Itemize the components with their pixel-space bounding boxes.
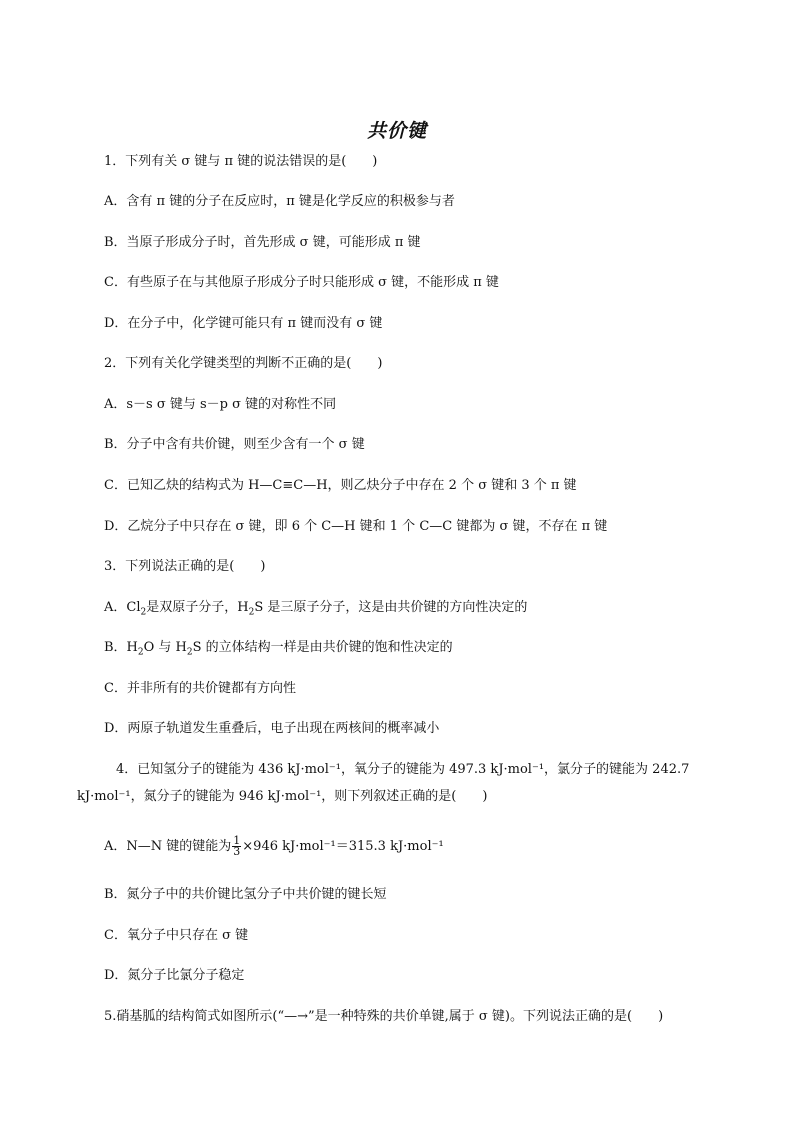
question-2-stem: 2．下列有关化学键类型的判断不正确的是( ) — [104, 356, 383, 371]
question-4-option-a: A．N—N 键的键能为 $\frac{1}{3}$ ×946 kJ·mol⁻¹＝315.3 kJ·mol⁻¹ — [104, 834, 444, 858]
question-4-option-c: C．氧分子中只存在 σ 键 — [104, 928, 249, 943]
question-4-stem-line-2: kJ·mol⁻¹，氮分子的键能为 946 kJ·mol⁻¹，则下列叙述正确的是( ) — [77, 789, 488, 804]
page-title: 共价键 — [366, 120, 427, 142]
question-2-option-b: B．分子中含有共价键，则至少含有一个 σ 键 — [104, 437, 365, 452]
question-4-stem-line-1: 4．已知氢分子的键能为 436 kJ·mol⁻¹，氧分子的键能为 497.3 kJ·mol⁻¹，氯分子的键能为 242.7 — [116, 762, 690, 777]
question-1-option-b: B．当原子形成分子时，首先形成 σ 键，可能形成 π 键 — [104, 235, 421, 250]
question-3-option-b: B．$H_2O$ 与 $H_2S$ 的立体结构一样是由共价键的饱和性决定的 — [104, 640, 453, 658]
question-1-option-c: C．有些原子在与其他原子形成分子时只能形成 σ 键，不能形成 π 键 — [104, 275, 499, 290]
question-5-stem: 5.硝基胍的结构简式如图所示(“—→”是一种特殊的共价单键,属于 σ 键)。下列说法正确的是( ) — [104, 1009, 664, 1024]
question-3-option-a: A．$Cl_2$是双原子分子，$H_2S$ 是三原子分子，这是由共价键的方向性决定的 — [104, 600, 528, 618]
question-4-option-d: D．氮分子比氯分子稳定 — [104, 968, 245, 983]
question-3-option-c: C．并非所有的共价键都有方向性 — [104, 681, 296, 696]
fraction-one-third: $\frac{1}{3}$ — [233, 834, 241, 858]
question-3-stem: 3．下列说法正确的是( ) — [104, 559, 266, 574]
question-2-option-d: D．乙烷分子中只存在 σ 键，即 6 个 C—H 键和 1 个 C—C 键都为 σ 键，不存在 π 键 — [104, 519, 608, 534]
question-3-option-d: D．两原子轨道发生重叠后，电子出现在两核间的概率减小 — [104, 721, 440, 736]
question-2-option-c: C．已知乙炔的结构式为 H—C≡C—H，则乙炔分子中存在 2 个 σ 键和 3 个 π 键 — [104, 478, 577, 493]
question-1-option-d: D．在分子中，化学键可能只有 π 键而没有 σ 键 — [104, 316, 383, 331]
question-4-option-b: B．氮分子中的共价键比氢分子中共价键的键长短 — [104, 887, 387, 902]
question-1-stem: 1．下列有关 σ 键与 π 键的说法错误的是( ) — [104, 154, 378, 169]
question-2-option-a: A．s－s σ 键与 s－p σ 键的对称性不同 — [104, 397, 337, 412]
question-1-option-a: A．含有 π 键的分子在反应时，π 键是化学反应的积极参与者 — [104, 194, 455, 209]
